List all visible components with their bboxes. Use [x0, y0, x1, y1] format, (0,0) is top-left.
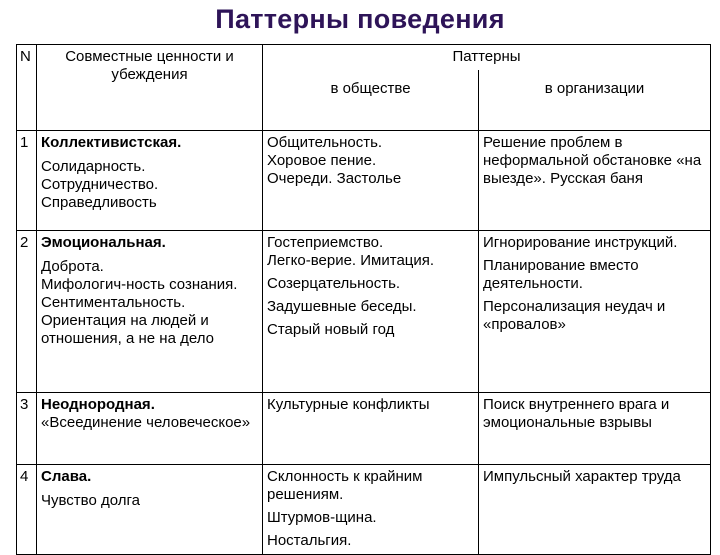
row-values-list: [41, 158, 258, 212]
list-item: Игнорирование инструкций.: [483, 234, 678, 251]
list-item: Склонность к крайним решениям.: [267, 468, 423, 503]
page-title: Паттерны поведения: [215, 4, 505, 34]
list-item: Планирование вместо деятельности.: [483, 257, 639, 292]
table-row: [17, 465, 711, 555]
list-item: Сентиментальность.: [41, 294, 186, 311]
row-type: Слава.: [41, 468, 92, 485]
table-row: [17, 231, 711, 393]
list-item: Мифологич-ность сознания.: [41, 276, 238, 293]
table-row: [17, 393, 711, 465]
row-type: Коллективистская.: [41, 134, 182, 151]
header-society: в обществе: [263, 70, 479, 130]
row-values: [37, 231, 263, 393]
row-society: [263, 465, 479, 555]
row-values: [37, 393, 263, 465]
row-num: 1: [17, 131, 37, 231]
row-society: [263, 393, 479, 465]
list-item: Общительность.: [267, 134, 383, 151]
table-row: [17, 131, 711, 231]
list-item: Гостеприемство.: [267, 234, 384, 251]
row-values: [37, 131, 263, 231]
list-item: Очереди. Застолье: [267, 170, 402, 187]
row-type: Неоднородная.: [41, 396, 155, 413]
list-item: Чувство долга: [41, 492, 140, 509]
list-item: Персонализация неудач и «провалов»: [483, 298, 666, 333]
list-item: Сотрудничество.: [41, 176, 159, 193]
header-row: [17, 45, 711, 131]
list-item: Культурные конфликты: [267, 396, 430, 413]
header-patterns: [263, 45, 711, 131]
row-organization: [479, 231, 711, 393]
list-item: Импульсный характер труда: [483, 468, 681, 485]
list-item: Легко-верие. Имитация.: [267, 252, 435, 269]
header-organization: в организации: [544, 80, 645, 97]
row-values: [37, 465, 263, 555]
row-organization: [479, 393, 711, 465]
list-item: Ностальгия.: [267, 532, 352, 549]
list-item: Солидарность.: [41, 158, 146, 175]
row-society: [263, 131, 479, 231]
list-item: Решение проблем в неформальной обстановке «на выезде». Русская баня: [483, 134, 702, 187]
list-item: Ориентация на людей и отношения, а не на дело: [41, 312, 214, 347]
row-organization: [479, 131, 711, 231]
list-item: Задушевные беседы.: [267, 298, 417, 315]
row-num: 3: [17, 393, 37, 465]
header-subcols: [263, 70, 710, 130]
list-item: Штурмов-щина.: [267, 509, 377, 526]
row-num: 2: [17, 231, 37, 393]
header-patterns-label: Паттерны: [452, 48, 521, 65]
row-organization: [479, 465, 711, 555]
header-num: N: [17, 45, 37, 131]
patterns-table: [16, 44, 711, 555]
list-item: «Всеединение человеческое»: [41, 414, 251, 431]
row-values-list: [41, 258, 258, 348]
list-item: Справедливость: [41, 194, 157, 211]
row-num: 4: [17, 465, 37, 555]
row-type: Эмоциональная.: [41, 234, 166, 251]
header-values-label: Совместные ценности и убеждения: [65, 48, 234, 83]
row-society: [263, 231, 479, 393]
list-item: Поиск внутреннего врага и эмоциональные взрывы: [483, 396, 670, 431]
header-values: [37, 45, 263, 131]
list-item: Доброта.: [41, 258, 104, 275]
list-item: Хоровое пение.: [267, 152, 377, 169]
list-item: Старый новый год: [267, 321, 395, 338]
list-item: Созерцательность.: [267, 275, 401, 292]
